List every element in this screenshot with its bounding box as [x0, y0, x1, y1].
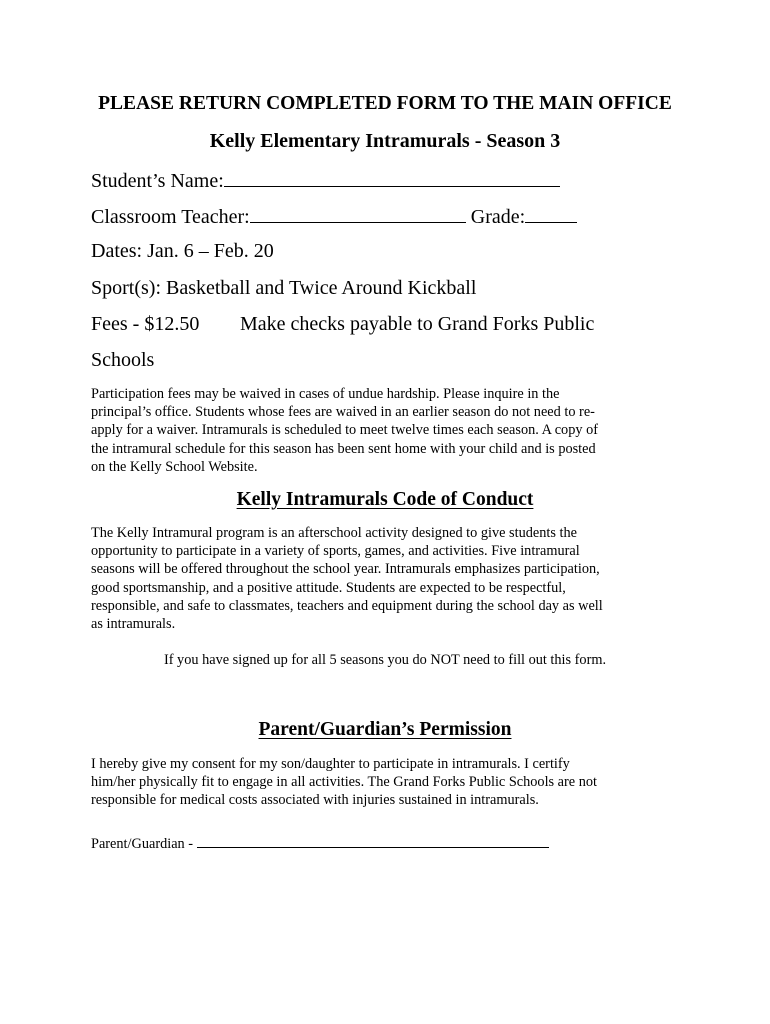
teacher-label: Classroom Teacher:: [91, 206, 250, 228]
paragraph-line: good sportsmanship, and a positive attitude. Students are expected to be respectful,: [91, 579, 566, 596]
student-name-row: [91, 168, 560, 193]
paragraph-line: the intramural schedule for this season has been sent home with your child and is posted: [91, 440, 596, 457]
student-name-label: Student’s Name:: [91, 170, 224, 192]
paragraph-line: seasons will be offered throughout the school year. Intramurals emphasizes participation,: [91, 561, 600, 578]
paragraph-line: principal’s office. Students whose fees are waived in an earlier season do not need to re-: [91, 404, 595, 421]
permission-heading: Parent/Guardian’s Permission: [258, 719, 512, 740]
page-title: Kelly Elementary Intramurals - Season 3: [209, 130, 561, 152]
dates-text: Dates: Jan. 6 – Feb. 20: [91, 240, 274, 262]
paragraph-line: The Kelly Intramural program is an afterschool activity designed to give students the: [91, 525, 577, 541]
checks-payable-text-continued: Schools: [91, 349, 155, 371]
grade-label: Grade:: [470, 206, 526, 228]
paragraph-line: Participation fees may be waived in cases of undue hardship. Please inquire in the: [91, 386, 560, 402]
paragraph-line: apply for a waiver. Intramurals is scheduled to meet twelve times each season. A copy of: [91, 422, 598, 439]
student-name-field[interactable]: [224, 168, 560, 187]
sports-text: Sport(s): Basketball and Twice Around Kickball: [91, 277, 477, 299]
paragraph-line: as intramurals.: [91, 616, 176, 633]
paragraph-line: I hereby give my consent for my son/daughter to participate in intramurals. I certify: [91, 756, 570, 772]
conduct-heading: Kelly Intramurals Code of Conduct: [236, 489, 534, 510]
signature-row: [91, 833, 549, 853]
fee-waiver-paragraph: [91, 385, 691, 476]
fees-text: Fees - $12.50: [91, 313, 200, 335]
conduct-paragraph: [91, 524, 701, 633]
paragraph-line: opportunity to participate in a variety of sports, games, and activities. Five intramural: [91, 543, 580, 560]
checks-payable-text: Make checks payable to Grand Forks Public: [240, 313, 595, 335]
paragraph-line: him/her physically fit to engage in all activities. The Grand Forks Public Schools are not: [91, 774, 597, 791]
teacher-grade-row: [91, 204, 577, 229]
paragraph-line: responsible, and safe to classmates, teachers and equipment during the school day as well: [91, 597, 603, 614]
return-notice: PLEASE RETURN COMPLETED FORM TO THE MAIN OFFICE: [98, 93, 672, 114]
teacher-field[interactable]: [250, 204, 466, 223]
paragraph-line: on the Kelly School Website.: [91, 458, 258, 475]
paragraph-line: responsible for medical costs associated with injuries sustained in intramurals.: [91, 792, 539, 809]
grade-field[interactable]: [525, 204, 577, 223]
signup-note: If you have signed up for all 5 seasons you do NOT need to fill out this form.: [163, 652, 607, 668]
signature-label: Parent/Guardian -: [91, 836, 194, 852]
signature-field[interactable]: [197, 833, 549, 848]
permission-paragraph: [91, 755, 691, 810]
